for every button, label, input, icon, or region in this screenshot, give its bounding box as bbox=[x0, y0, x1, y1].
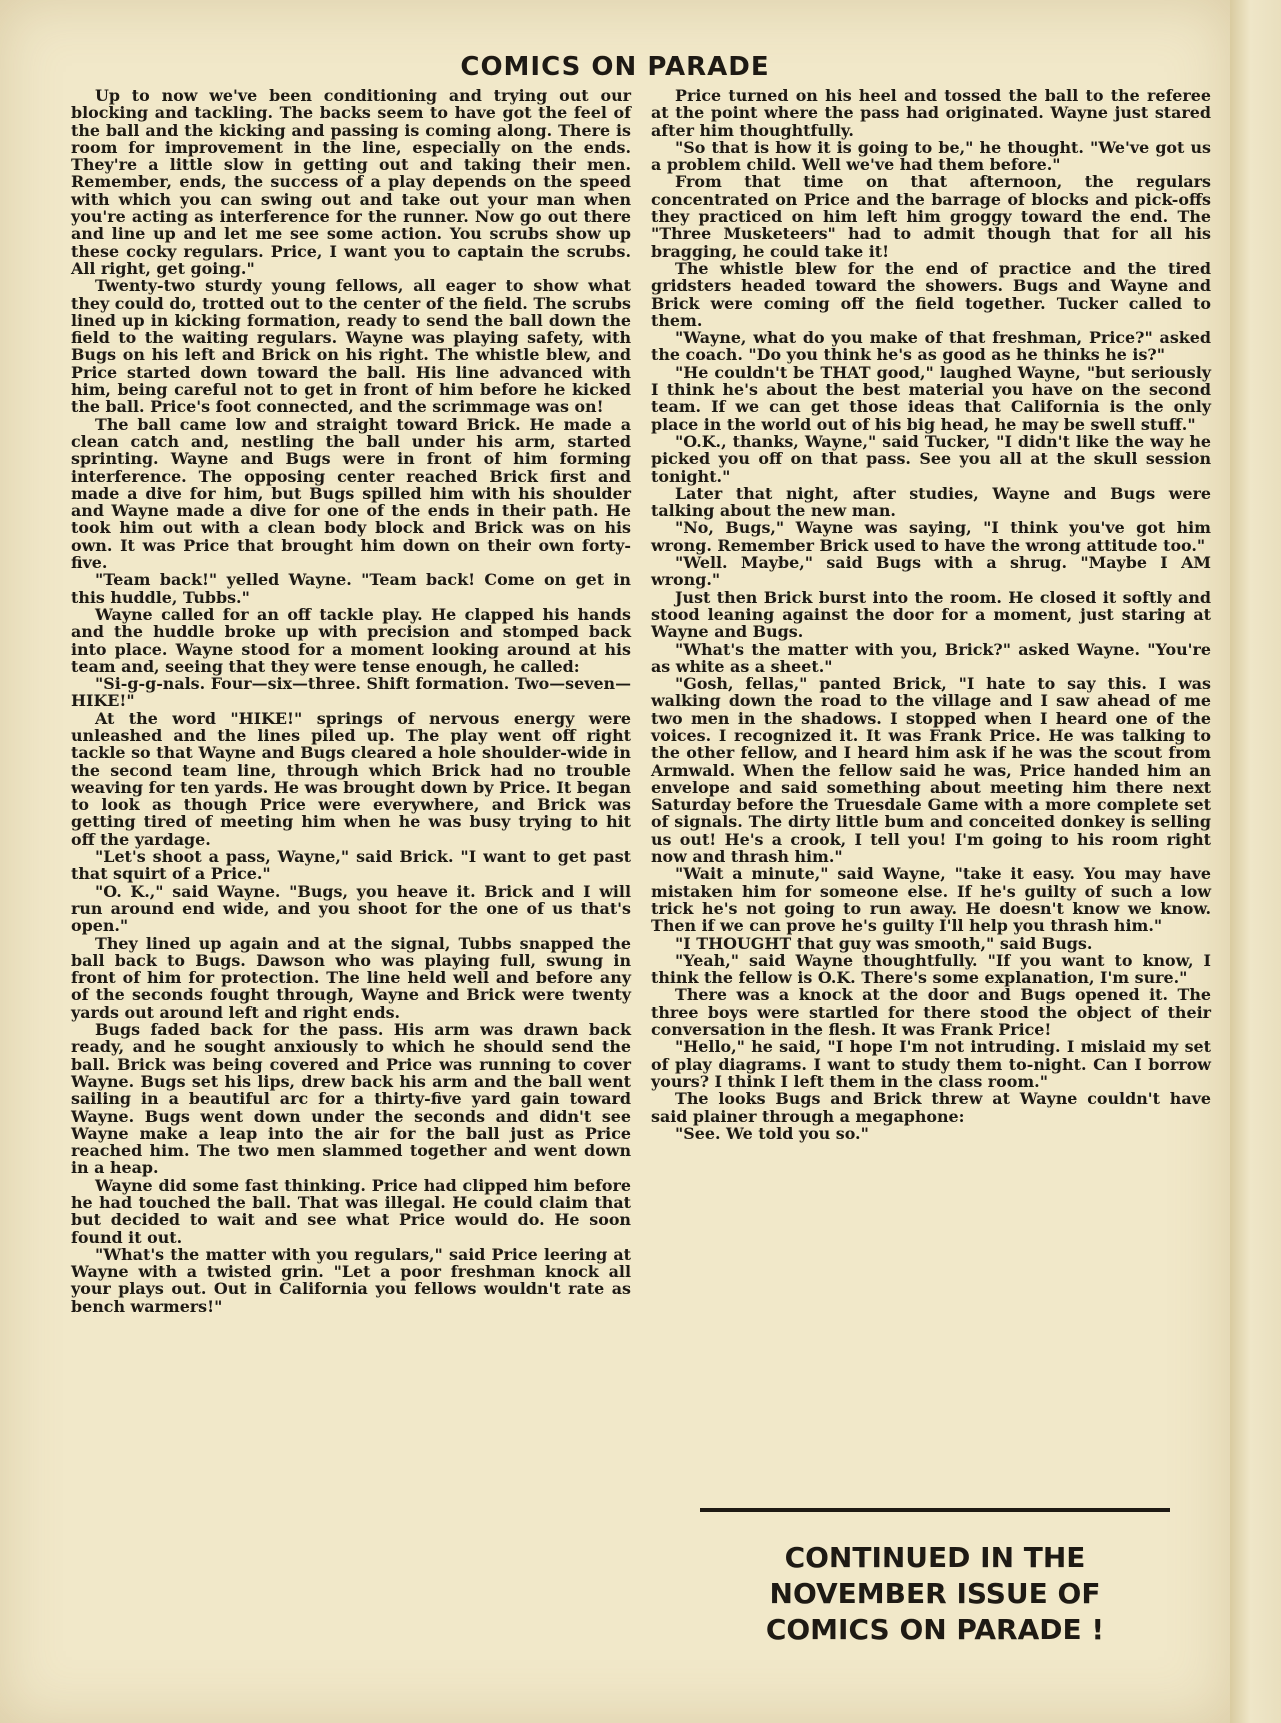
paragraph: "Si-g-g-nals. Four—six—three. Shift formation. Two—seven—HIKE!" bbox=[71, 674, 631, 711]
paragraph: "No, Bugs," Wayne was saying, "I think you've got him wrong. Remember Brick used to have the wrong attitude too." bbox=[651, 518, 1211, 555]
paragraph: "See. We told you so." bbox=[675, 1123, 869, 1143]
paragraph: The whistle blew for the end of practice and the tired gridsters headed toward the showers. Bugs and Wayne and Brick were coming off the field together. Tucker called to them. bbox=[651, 258, 1211, 330]
continued-line: COMICS ON PARADE ! bbox=[765, 1613, 1105, 1646]
paragraph: Wayne did some fast thinking. Price had clipped him before he had touched the ball. That was illegal. He could claim that but decided to wait and see what Price would do. He soon found it out. bbox=[71, 1175, 631, 1247]
paragraph: "What's the matter with you, Brick?" asked Wayne. "You're as white as a sheet." bbox=[651, 639, 1211, 676]
paragraph: "O.K., thanks, Wayne," said Tucker, "I didn't like the way he picked you off on that pass. See you all at the skull session tonight." bbox=[651, 431, 1211, 486]
paragraph: "Team back!" yelled Wayne. "Team back! Come on get in this huddle, Tubbs." bbox=[71, 570, 631, 607]
paragraph: They lined up again and at the signal, Tubbs snapped the ball back to Bugs. Dawson who was playing full, swung in front of him for protection. The line held well and before any of the seconds fought through, Wayne and Brick were twenty yards out around left and right ends. bbox=[71, 933, 631, 1022]
paragraph: Bugs faded back for the pass. His arm was drawn back ready, and he sought anxiously to which he should send the ball. Brick was being covered and Price was running to cover Wayne. Bugs set his lips, drew back his arm and the ball went sailing in a beautiful arc for a thirty-five yard gain toward Wayne. Bugs went down under the seconds and didn't see Wayne make a leap into the air for the ball just as Price reached him. The two men slammed together and went down in a heap. bbox=[71, 1020, 631, 1178]
right-column bbox=[651, 87, 1211, 1142]
left-column bbox=[71, 87, 631, 1315]
paragraph: "Let's shoot a pass, Wayne," said Brick. "I want to get past that squirt of a Price." bbox=[71, 847, 631, 884]
paragraph: "I THOUGHT that guy was smooth," said Bugs. bbox=[675, 933, 1093, 953]
paragraph: Wayne called for an off tackle play. He clapped his hands and the huddle broke up with precision and stomped back into place. Wayne stood for a moment looking around at his team and, seeing that they were tense enough, he called: bbox=[71, 604, 631, 676]
paragraph: "Wait a minute," said Wayne, "take it easy. You may have mistaken him for someone else. If he's guilty of such a low trick he's not going to run away. He doesn't know we know. Then if we can prove he's guilty I'll help you thrash him." bbox=[651, 864, 1211, 936]
paragraph: "What's the matter with you regulars," said Price leering at Wayne with a twisted grin. "Let a poor freshman knock all your plays out. Out in California you fellows wouldn't rate as bench warmers!" bbox=[71, 1244, 631, 1316]
paragraph: The looks Bugs and Brick threw at Wayne couldn't have said plainer through a megaphone: bbox=[651, 1089, 1211, 1126]
page-title: COMICS ON PARADE bbox=[460, 52, 770, 82]
paragraph: Later that night, after studies, Wayne and Bugs were talking about the new man. bbox=[651, 483, 1211, 521]
paragraph: "Wayne, what do you make of that freshman, Price?" asked the coach. "Do you think he's as good as he thinks he is?" bbox=[651, 328, 1211, 365]
paragraph: "O. K.," said Wayne. "Bugs, you heave it. Brick and I will run around end wide, and you shoot for the one of us that's open." bbox=[71, 881, 631, 936]
paragraph: Price turned on his heel and tossed the ball to the referee at the point where the pass had originated. Wayne just stared after him thoughtfully. bbox=[651, 86, 1211, 140]
paragraph: "So that is how it is going to be," he thought. "We've got us a problem child. Well we've had them before." bbox=[651, 137, 1211, 175]
paragraph: There was a knock at the door and Bugs opened it. The three boys were startled for there stood the object of their conversation in the flesh. It was Frank Price! bbox=[651, 985, 1211, 1040]
continued-line: NOVEMBER ISSUE OF bbox=[769, 1577, 1101, 1610]
paragraph: "Well. Maybe," said Bugs with a shrug. "Maybe I AM wrong." bbox=[651, 553, 1211, 590]
continued-line: CONTINUED IN THE bbox=[784, 1541, 1086, 1574]
paragraph: "Yeah," said Wayne thoughtfully. "If you want to know, I think the fellow is O.K. There's some explanation, I'm sure." bbox=[651, 950, 1211, 988]
paragraph: At the word "HIKE!" springs of nervous energy were unleashed and the lines piled up. The play went off right tackle so that Wayne and Bugs cleared a hole shoulder-wide in the second team line, through which Brick had no trouble weaving for ten yards. He was brought down by Price. It began to look as though Price were everywhere, and Brick was getting tired of meeting him when he was busy trying to hit off the yardage. bbox=[71, 708, 631, 849]
paragraph: The ball came low and straight toward Brick. He made a clean catch and, nestling the ball under his arm, started sprinting. Wayne and Bugs were in front of him forming interference. The opposing center reached Brick first and made a dive for him, but Bugs spilled him with his shoulder and Wayne made a dive for one of the ends in their path. He took him out with a clean body block and Brick was on his own. It was Price that brought him down on their own forty-five. bbox=[71, 414, 631, 573]
paragraph: "He couldn't be THAT good," laughed Wayne, "but seriously I think he's about the best material you have on the second team. If we can get those ideas that California is the only place in the world out of his big head, he may be swell stuff." bbox=[651, 362, 1211, 434]
paragraph: Up to now we've been conditioning and trying out our blocking and tackling. The backs seem to have got the feel of the ball and the kicking and passing is coming along. There is room for improvement in the line, especially on the ends. They're a little slow in getting out and taking their men. Remember, ends, the success of a play depends on the speed with which you can swing out and take out your man when you're acting as interference for the runner. Now go out there and line up and let me see some action. You scrubs show up these cocky regulars. Price, I want you to captain the scrubs. All right, get going." bbox=[71, 86, 631, 278]
page-edge bbox=[1230, 0, 1281, 1723]
paragraph: "Hello," he said, "I hope I'm not intruding. I mislaid my set of play diagrams. I want to study them to-night. Can I borrow yours? I think I left them in the class room." bbox=[651, 1037, 1211, 1091]
paragraph: Twenty-two sturdy young fellows, all eager to show what they could do, trotted out to the center of the field. The scrubs lined up in kicking formation, ready to send the ball down the field to the waiting regulars. Wayne was playing safety, with Bugs on his left and Brick on his right. The whistle blew, and Price started down toward the ball. His line advanced with him, being careful not to get in front of him before he kicked the ball. Price's foot connected, and the scrimmage was on! bbox=[71, 276, 631, 417]
paragraph: Just then Brick burst into the room. He closed it softly and stood leaning against the door for a moment, just staring at Wayne and Bugs. bbox=[651, 587, 1211, 642]
paragraph: "Gosh, fellas," panted Brick, "I hate to say this. I was walking down the road to the village and I saw ahead of me two men in the shadows. I stopped when I heard one of the voices. I recognized it. It was Frank Price. He was talking to the other fellow, and I heard him ask if he was the scout from Armwald. When the fellow said he was, Price handed him an envelope and said something about meeting him there next Saturday before the Truesdale Game with a more complete set of signals. The dirty little bum and conceited donkey is selling us out! He's a crook, I tell you! I'm going to his room right now and thrash him." bbox=[651, 674, 1211, 867]
divider-rule bbox=[700, 1508, 1170, 1512]
paragraph: From that time on that afternoon, the regulars concentrated on Price and the barrage of blocks and pick-offs they practiced on him left him groggy toward the end. The "Three Musketeers" had to admit though that for all his bragging, he could take it! bbox=[651, 172, 1211, 261]
continued-notice bbox=[700, 1540, 1170, 1648]
